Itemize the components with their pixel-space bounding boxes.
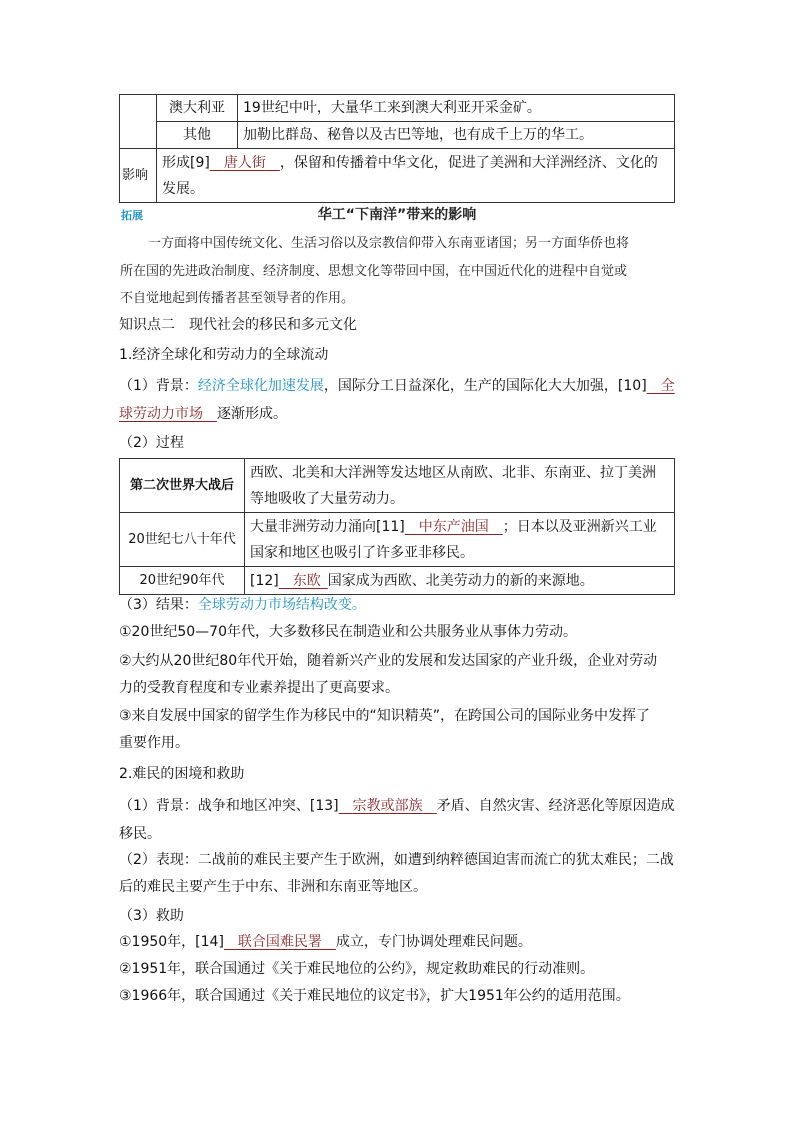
answer-blank: 唐人街 [223,154,266,171]
aid-point: ①1950年，[14] 联合国难民署 成立，专门协调处理难民问题。 [119,934,532,950]
refugee-background: 移民。 [119,826,161,842]
answer-blank: 球劳动力市场 [119,406,203,422]
aid-point: ②1951年，联合国通过《关于难民地位的公约》，规定救助难民的行动准则。 [119,961,595,977]
answer-blank: 中东产油国 [418,518,489,535]
highlight-text: 全球劳动力市场结构改变。 [197,597,366,613]
result-point: 重要作用。 [119,735,189,751]
influence-label: 影响 [120,149,157,203]
subsection-heading: 2.难民的困境和救助 [119,766,245,782]
background-line: （1）背景：经济全球化加速发展，国际分工日益深化，生产的国际化大大加强，[10] 全 [119,378,675,394]
influence-text: 形成[9] 唐人街 ，保留和传播着中华文化，促进了美洲和大洋洲经济、文化的 发展。 [157,149,675,203]
period-cell: 第二次世界大战后 [120,459,245,513]
flow-text: 西欧、北美和大洋洲等发达地区从南欧、北非、东南亚、拉丁美洲 等地吸收了大量劳动力。 [245,459,675,513]
extension-line: 所在国的先进政治制度、经济制度、思想文化等带回中国，在中国近代化的进程中自觉或 [120,264,628,279]
period-cell: 20世纪90年代 [120,567,245,595]
extension-line: 一方面将中国传统文化、生活习俗以及宗教信仰带入东南亚诸国；另一方面华侨也将 [148,236,630,251]
answer-blank: 联合国难民署 [237,934,322,950]
table-empty-cell [120,95,157,149]
answer-blank: 全 [660,378,675,394]
labor-flow-table [119,458,675,595]
subsection-heading: 1.经济全球化和劳动力的全球流动 [119,347,329,363]
result-point: ①20世纪50—70年代，大多数移民在制造业和公共服务业从事体力劳动。 [119,624,577,640]
result-line: （3）结果：全球劳动力市场结构改变。 [119,597,366,613]
result-point: ③来自发展中国家的留学生作为移民中的“知识精英”，在跨国公司的国际业务中发挥了 [119,708,651,724]
result-point: 力的受教育程度和专业素养提出了更高要求。 [119,680,399,696]
result-point: ②大约从20世纪80年代开始，随着新兴产业的发展和发达国家的产业升级，企业对劳动 [119,653,658,669]
aid-heading: （3）救助 [119,908,184,924]
process-heading: （2）过程 [119,435,184,451]
period-cell: 20世纪七八十年代 [120,513,245,567]
extension-title: 华工“下南洋”带来的影响 [317,207,477,223]
refugee-situation: 后的难民主要产生于中东、非洲和东南亚等地区。 [119,879,427,895]
flow-text: [12] 东欧 国家成为西欧、北美劳动力的新的来源地。 [245,567,675,595]
region-text: 加勒比群岛、秘鲁以及古巴等地，也有成千上万的华工。 [238,122,675,149]
answer-blank: 东欧 [292,572,321,589]
migration-table [119,94,675,203]
refugee-situation: （2）表现：二战前的难民主要产生于欧洲，如遭到纳粹德国迫害而流亡的犹太难民；二战 [119,852,674,868]
flow-text: 大量非洲劳动力涌向[11] 中东产油国 ；日本以及亚洲新兴工业 国家和地区也吸引了许多亚非移民。 [245,513,675,567]
answer-blank: 宗教或部族 [352,798,423,814]
extension-line: 不自觉地起到传播者甚至领导者的作用。 [120,291,355,306]
region-text: 19世纪中叶，大量华工来到澳大利亚开采金矿。 [238,95,675,122]
refugee-background: （1）背景：战争和地区冲突、[13] 宗教或部族 矛盾、自然灾害、经济恶化等原因造成 [119,798,675,814]
aid-point: ③1966年，联合国通过《关于难民地位的议定书》，扩大1951年公约的适用范围。 [119,988,630,1004]
highlight-text: 经济全球化加速发展 [197,378,324,394]
region-cell: 其他 [157,122,238,149]
section-title: 知识点二 现代社会的移民和多元文化 [119,317,357,333]
background-line: 球劳动力市场 逐渐形成。 [119,406,287,422]
extension-tag: 拓展 [121,209,143,222]
region-cell: 澳大利亚 [157,95,238,122]
